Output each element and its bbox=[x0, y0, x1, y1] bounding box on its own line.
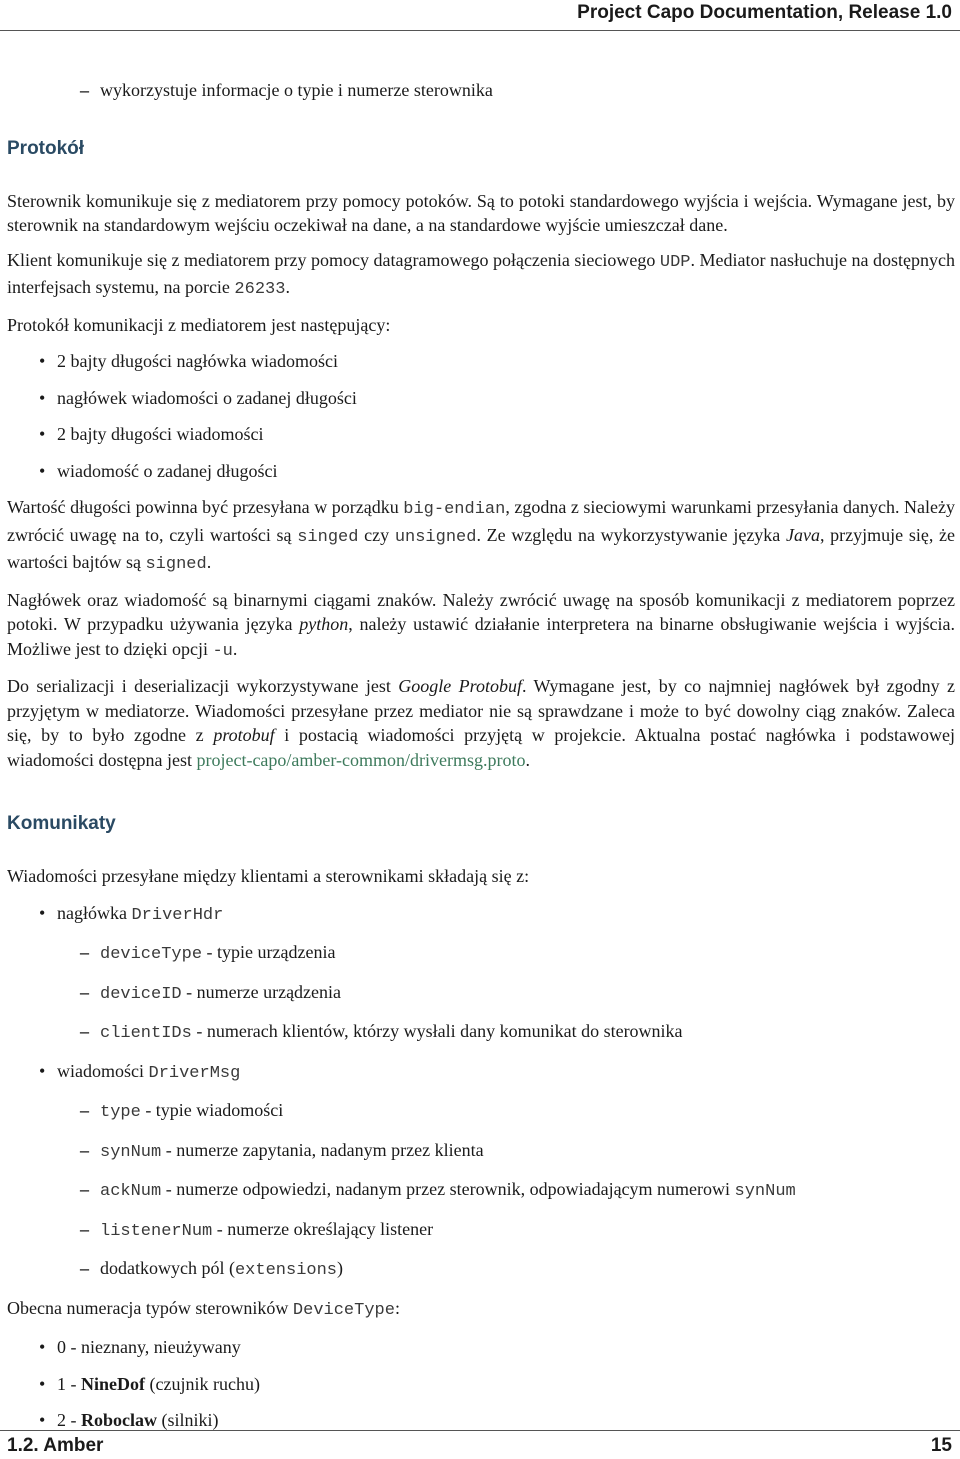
inline-code: DriverHdr bbox=[131, 905, 224, 925]
drivermsg-proto-link[interactable]: project-capo/amber-common/drivermsg.proto bbox=[196, 749, 526, 770]
paragraph: Wiadomości przesyłane między klientami a sterownikami składają się z: bbox=[7, 866, 530, 886]
list-item: – listenerNum - numerze określający listener bbox=[7, 1217, 955, 1245]
list-item: • 0 - nieznany, nieużywany bbox=[7, 1335, 955, 1360]
list-item: – wykorzystuje informacje o typie i numerze sterownika bbox=[7, 78, 955, 103]
footer-section: 1.2. Amber bbox=[7, 1435, 104, 1456]
inline-code: DeviceType bbox=[292, 1300, 395, 1320]
list-item: – type - typie wiadomości bbox=[7, 1098, 955, 1126]
running-header: Project Capo Documentation, Release 1.0 bbox=[577, 2, 952, 23]
list-item: – deviceType - typie urządzenia bbox=[7, 940, 955, 968]
protocol-bullet-list bbox=[7, 349, 955, 483]
page-content bbox=[7, 78, 955, 1445]
paragraph: Nagłówek oraz wiadomość są binarnymi ciągami znaków. Należy zwrócić uwagę na sposób komunikacji z mediatorem poprzez potoki. W przypadku używania języka python, należy ustawić działanie interpretera na binarne obsługiwanie wejścia i wyjścia. Możliwe jest to dzięki opcji -u. bbox=[7, 589, 956, 661]
page-number: 15 bbox=[930, 1435, 952, 1456]
footer-rule bbox=[0, 1430, 960, 1431]
inline-code: singed bbox=[297, 527, 359, 547]
list-item: • 1 - NineDof (czujnik ruchu) bbox=[7, 1372, 955, 1397]
list-item: • 2 bajty długości nagłówka wiadomości bbox=[7, 349, 955, 374]
paragraph: Obecna numeracja typów sterowników DeviceType: bbox=[7, 1297, 400, 1320]
list-item: • wiadomość o zadanej długości bbox=[7, 459, 955, 484]
paragraph: Protokół komunikacji z mediatorem jest następujący: bbox=[7, 314, 391, 335]
list-item-driverhdr: • nagłówka DriverHdr – deviceType - typie urządzenia – deviceID - numerze urządzenia – clientIDs - numerach klientów, którzy wysłali dany komunikat do sterownika bbox=[7, 901, 955, 1047]
paragraph: Klient komunikuje się z mediatorem przy pomocy datagramowego połączenia sieciowego UDP. Mediator nasłuchuje na dostępnych interfejsach systemu, na porcie 26233. bbox=[7, 249, 955, 299]
driverhdr-fields bbox=[7, 940, 955, 1047]
inline-code: -u bbox=[212, 641, 233, 661]
inline-code: UDP bbox=[659, 252, 691, 272]
list-item-drivermsg: • wiadomości DriverMsg – type - typie wiadomości – synNum - numerze zapytania, nadanym przez klienta – ackNum - numerze odpowiedzi, nadanym przez sterownik, odpowiadającym numerowi synNum – listenerNum - numerze określający listener – dodatkowych pól (extensions) bbox=[7, 1059, 955, 1284]
top-dash-list bbox=[7, 78, 955, 103]
list-item: – ackNum - numerze odpowiedzi, nadanym przez sterownik, odpowiadającym numerowi synNum bbox=[7, 1177, 955, 1205]
inline-code: DriverMsg bbox=[148, 1063, 241, 1083]
device-type-list bbox=[7, 1335, 955, 1433]
list-item: – clientIDs - numerach klientów, którzy wysłali dany komunikat do sterownika bbox=[7, 1019, 955, 1047]
list-item: • 2 bajty długości wiadomości bbox=[7, 422, 955, 447]
paragraph: Sterownik komunikuje się z mediatorem przy pomocy potoków. Są to potoki standardowego wyjścia i wejścia. Wymagane jest, by sterownik na standardowym wejściu oczekiwał na dane, a na standardowe wyjście umieszczał dane. bbox=[7, 190, 955, 235]
paragraph: Do serializacji i deserializacji wykorzystywane jest Google Protobuf. Wymagane jest, by co najmniej nagłówek był zgodny z przyjętym w mediatorze. Wiadomości przesyłane przez mediator nie są sprawdzane i może to być dowolny ciąg znaków. Zaleca się, by to było zgodne z protobuf i postacią wiadomości przyjętą w projekcie. Aktualna postać nagłówka i podstawowej wiadomości dostępna jest project-capo/amber-common/drivermsg.proto. bbox=[7, 676, 956, 770]
inline-code: big-endian bbox=[403, 500, 506, 519]
section-heading-komunikaty: Komunikaty bbox=[7, 813, 116, 834]
list-item: • nagłówek wiadomości o zadanej długości bbox=[7, 386, 955, 411]
list-item: – deviceID - numerze urządzenia bbox=[7, 980, 955, 1008]
list-item: • 2 - Roboclaw (silniki) bbox=[7, 1408, 955, 1433]
drivermsg-fields bbox=[7, 1098, 955, 1284]
messages-bullet-list bbox=[7, 901, 955, 1284]
inline-code: unsigned bbox=[394, 527, 477, 547]
paragraph: Wartość długości powinna być przesyłana w porządku big-endian, zgodna z sieciowymi warunkami przesyłania danych. Należy zwrócić uwagę na to, czyli wartości są singed czy unsigned. Ze względu na wykorzystywanie języka Java, przyjmuje się, że wartości bajtów są signed. bbox=[7, 497, 956, 574]
list-item: – dodatkowych pól (extensions) bbox=[7, 1256, 955, 1284]
list-item: – synNum - numerze zapytania, nadanym przez klienta bbox=[7, 1138, 955, 1166]
section-heading-protokol: Protokół bbox=[7, 137, 85, 159]
inline-code: signed bbox=[145, 555, 207, 574]
header-rule bbox=[0, 30, 960, 31]
inline-code: 26233 bbox=[234, 280, 286, 299]
